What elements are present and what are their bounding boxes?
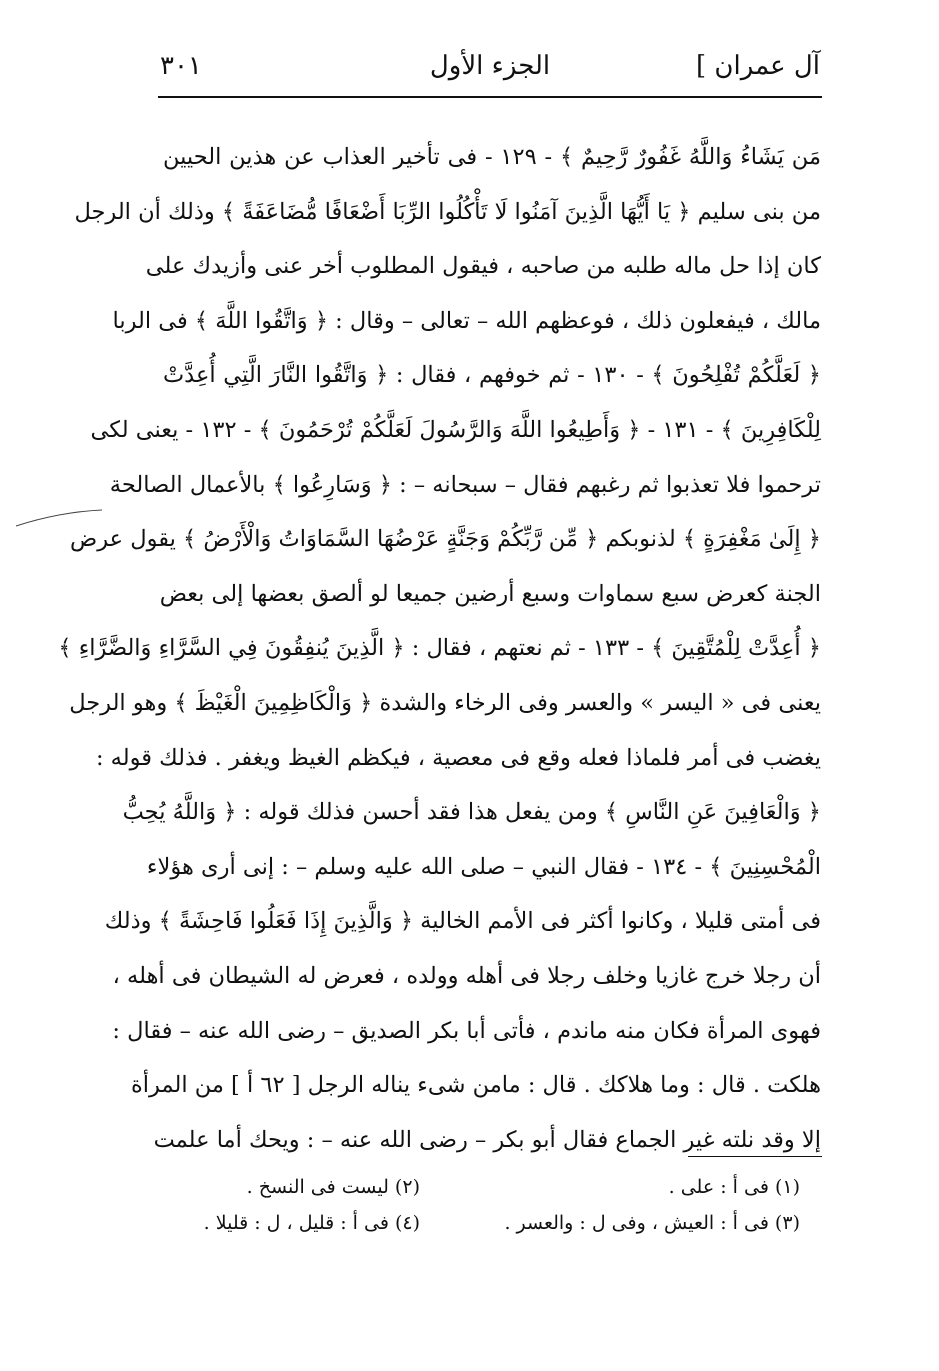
page-number: ٣٠١ [160, 51, 202, 81]
text-line: كان إذا حل ماله طلبه من صاحبه ، فيقول المطلوب أخر عنى وأزيدك على [145, 253, 821, 280]
text-line: هلكت . قال : وما هلاكك . قال : مامن شىء يناله الرجل [ ٦٢ أ ] من المرأة [131, 1072, 821, 1099]
body-text [58, 130, 821, 1167]
text-line: ﴿ وَالْعَافِينَ عَنِ النَّاسِ ﴾ ومن يفعل هذا فقد أحسن فذلك قوله : ﴿ وَاللَّهُ يُحِبُّ [122, 799, 821, 826]
text-line: يغضب فى أمر فلماذا فعله وقع فى معصية ، فيكظم الغيظ ويغفر . فذلك قوله : [95, 744, 821, 771]
text-line: ﴿ لَعَلَّكُمْ تُفْلِحُونَ ﴾ - ١٣٠ - ثم خوفهم ، فقال : ﴿ وَاتَّقُوا النَّارَ الَّتِي أُعِدَّتْ [163, 362, 821, 389]
juz-title: الجزء الأول [429, 51, 551, 81]
text-line: أن رجلا خرج غازيا وخلف رجلا فى أهله وولده ، فعرض له الشيطان فى أهله ، [112, 962, 821, 989]
page-header [160, 44, 820, 88]
text-line: مالك ، فيفعلون ذلك ، فوعظهم الله – تعالى – وقال : ﴿ وَاتَّقُوا اللَّهَ ﴾ فى الربا [112, 307, 821, 334]
text-line: لِلْكَافِرِينَ ﴾ - ١٣١ - ﴿ وَأَطِيعُوا اللَّهَ وَالرَّسُولَ لَعَلَّكُمْ تُرْحَمُونَ ﴾ - ١٣٢ - يعنى لكى [90, 416, 821, 443]
text-line: الجنة كعرض سبع سماوات وسبع أرضين جميعا لو ألصق بعضها إلى بعض [159, 580, 821, 607]
text-line: فى أمتى قليلا ، وكانوا أكثر فى الأمم الخالية ﴿ وَالَّذِينَ إِذَا فَعَلُوا فَاحِشَةً ﴾ وذلك [104, 908, 821, 935]
footnote-2: (٢) ليست فى النسخ . [246, 1176, 420, 1198]
footnote-4: (٤) فى أ : قليل ، ل : قليلا . [203, 1212, 420, 1234]
text-line: ﴿ أُعِدَّتْ لِلْمُتَّقِينَ ﴾ - ١٣٣ - ثم نعتهم ، فقال : ﴿ الَّذِينَ يُنفِقُونَ فِي السَّرَّاءِ وَالضَّرَّاءِ ﴾ [58, 635, 821, 662]
surah-title: آل عمران ] [696, 51, 820, 81]
footnote-3: (٣) فى أ : العيش ، وفى ل : والعسر . [504, 1212, 800, 1234]
text-line: من بنى سليم ﴿ يَا أَيُّهَا الَّذِينَ آمَنُوا لَا تَأْكُلُوا الرِّبَا أَضْعَافًا مُّضَاعَفَةً ﴾ وذلك أن الرجل [74, 198, 821, 225]
text-line: ترحموا فلا تعذبوا ثم رغبهم فقال – سبحانه – : ﴿ وَسَارِعُوا ﴾ بالأعمال الصالحة [109, 471, 821, 498]
footnotes [200, 1176, 800, 1248]
footnote-row [200, 1176, 800, 1212]
text-line: الْمُحْسِنِينَ ﴾ - ١٣٤ - فقال النبي – صلى الله عليه وسلم – : إنى أرى هؤلاء [146, 853, 821, 880]
text-line: إلا وقد نلته غير الجماع فقال أبو بكر – رضى الله عنه – : ويحك أما علمت [153, 1126, 821, 1153]
header-rule [158, 96, 822, 98]
footnote-1: (١) فى أ : على . [668, 1176, 800, 1198]
text-line: ﴿ إِلَىٰ مَغْفِرَةٍ ﴾ لذنوبكم ﴿ مِّن رَّبِّكُمْ وَجَنَّةٍ عَرْضُهَا السَّمَاوَاتُ وَالْأَرْضُ ﴾ يقول عرض [70, 526, 821, 553]
footnote-rule [688, 1156, 822, 1157]
text-line: فهوى المرأة فكان منه ماندم ، فأتى أبا بكر الصديق – رضى الله عنه – فقال : [112, 1017, 821, 1044]
text-line: يعنى فى « اليسر » والعسر وفى الرخاء والشدة ﴿ وَالْكَاظِمِينَ الْغَيْظَ ﴾ وهو الرجل [69, 689, 821, 716]
footnote-row [200, 1212, 800, 1248]
margin-stroke-mark [14, 508, 104, 528]
text-line: مَن يَشَاءُ وَاللَّهُ غَفُورٌ رَّحِيمٌ ﴾ - ١٢٩ - فى تأخير العذاب عن هذين الحيين [163, 144, 821, 170]
